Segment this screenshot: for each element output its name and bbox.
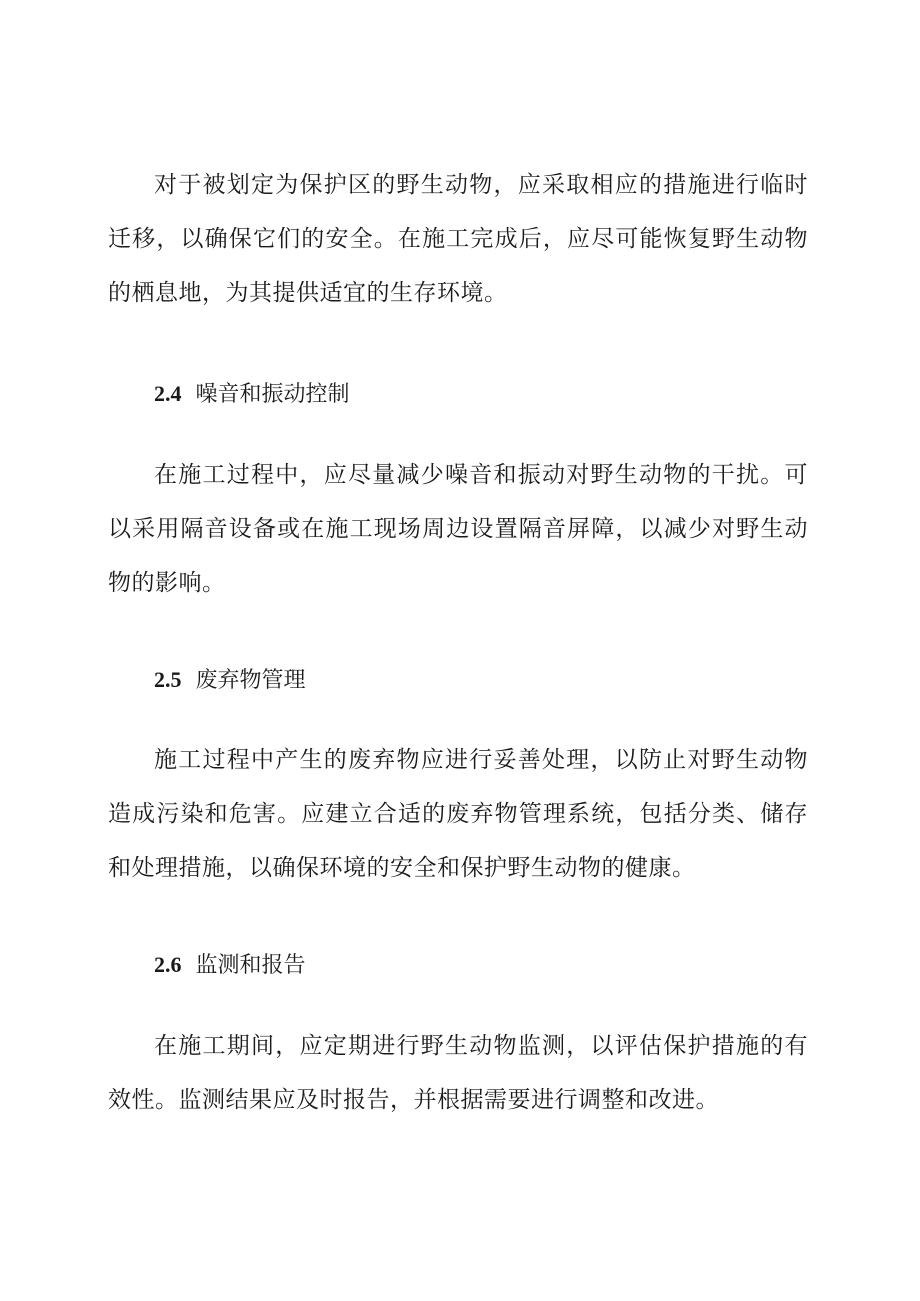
section-heading-2-5 <box>154 665 306 696</box>
section-number: 2.5 <box>154 667 182 692</box>
section-title: 监测和报告 <box>195 953 306 978</box>
paragraph-monitoring-reporting: 在施工期间，应定期进行野生动物监测，以评估保护措施的有效性。监测结果应及时报告，并根据需要进行调整和改进。 <box>108 1033 808 1113</box>
paragraph-waste-management: 施工过程中产生的废弃物应进行妥善处理，以防止对野生动物造成污染和危害。应建立合适的废弃物管理系统，包括分类、储存和处理措施，以确保环境的安全和保护野生动物的健康。 <box>108 747 808 881</box>
paragraph-wildlife-relocation: 对于被划定为保护区的野生动物，应采取相应的措施进行临时迁移，以确保它们的安全。在施工完成后，应尽可能恢复野生动物的栖息地，为其提供适宜的生存环境。 <box>108 172 808 306</box>
section-heading-2-4 <box>154 379 350 410</box>
paragraph-noise-vibration: 在施工过程中，应尽量减少噪音和振动对野生动物的干扰。可以采用隔音设备或在施工现场周边设置隔音屏障，以减少对野生动物的影响。 <box>108 462 808 596</box>
section-number: 2.6 <box>154 952 182 977</box>
section-title: 噪音和振动控制 <box>195 382 350 407</box>
section-heading-2-6 <box>154 950 306 981</box>
section-title: 废弃物管理 <box>195 668 306 693</box>
section-number: 2.4 <box>154 381 182 406</box>
